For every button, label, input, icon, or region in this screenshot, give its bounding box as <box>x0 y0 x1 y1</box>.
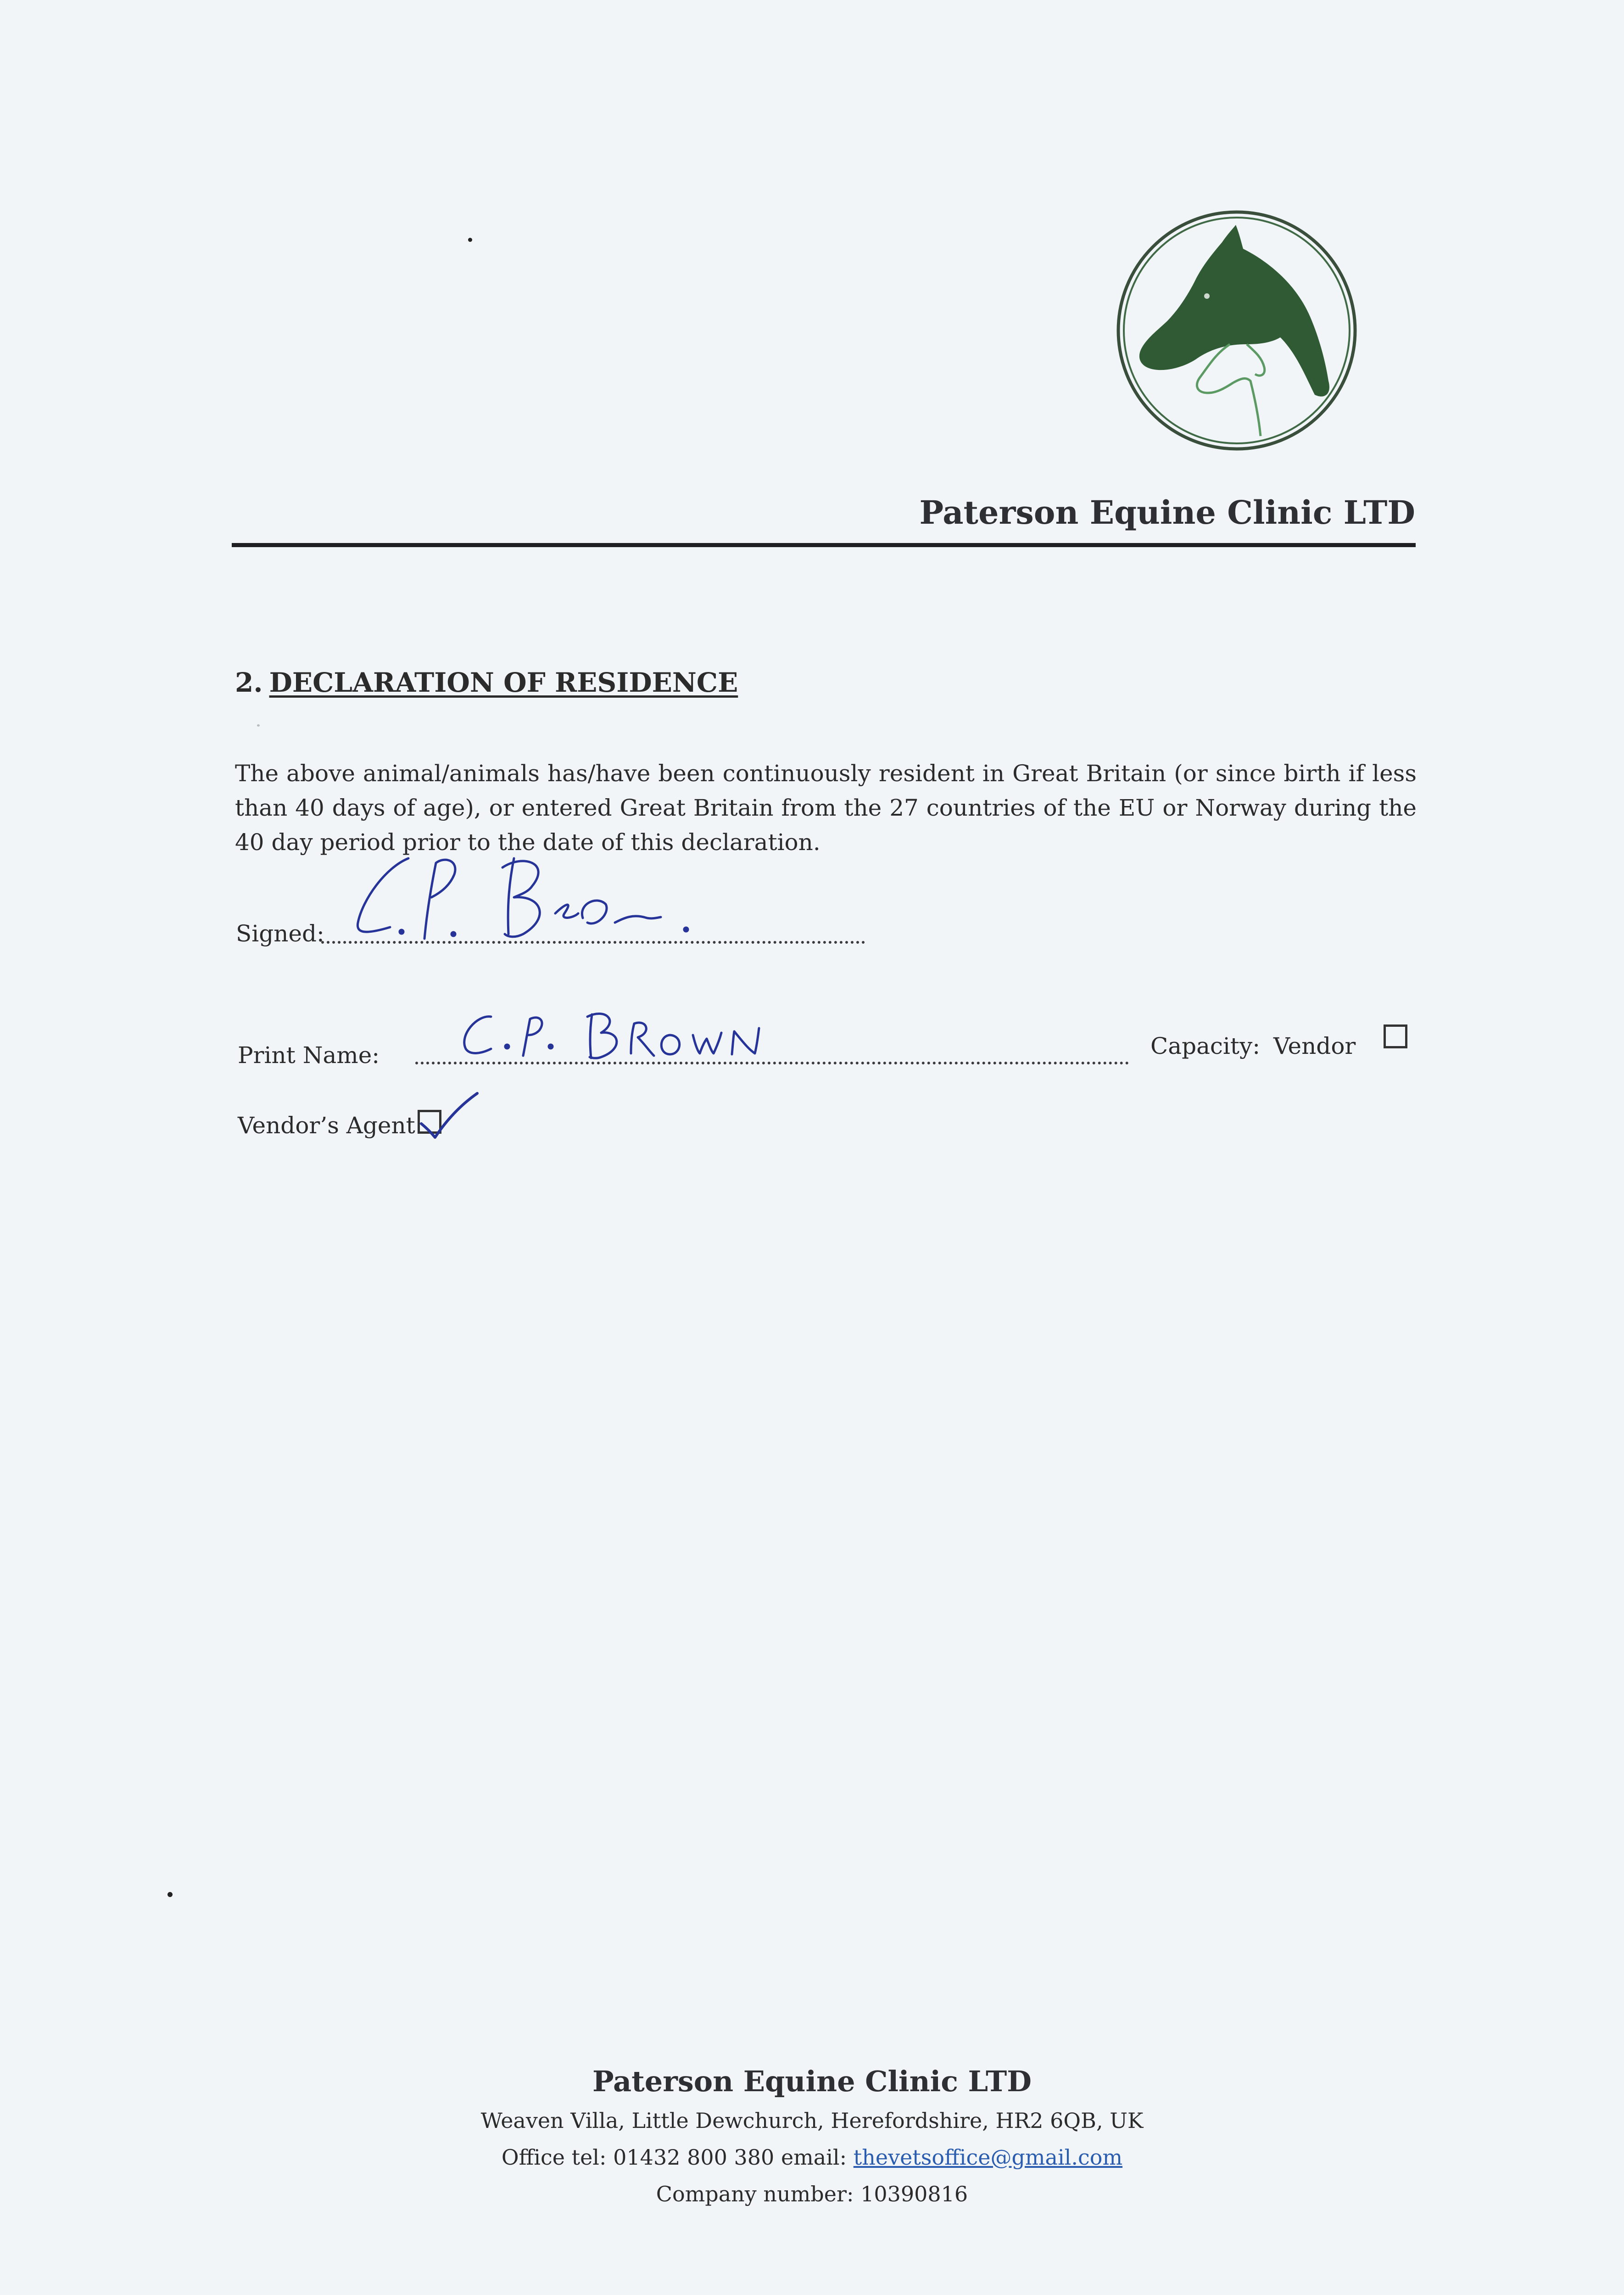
section-heading <box>235 667 738 698</box>
footer-company-number: Company number: 10390816 <box>656 2182 968 2206</box>
scan-speck <box>167 1892 173 1897</box>
section-title: DECLARATION OF RESIDENCE <box>269 667 738 698</box>
signed-label: Signed: <box>236 920 324 947</box>
footer-company-name: Paterson Equine Clinic LTD <box>592 2065 1032 2098</box>
handwritten-print-name[interactable] <box>454 1003 776 1067</box>
footer <box>0 2061 1624 2212</box>
footer-address: Weaven Villa, Little Dewchurch, Herefordshire, HR2 6QB, UK <box>480 2108 1144 2133</box>
footer-office-tel: Office tel: 01432 800 380 email: <box>501 2145 854 2170</box>
declaration-text: The above animal/animals has/have been continuously resident in Great Britain (or since birth if less than 40 days of age), or entered Great Britain from the 27 countries of the EU or Norway during the 40 day period prior to the date of this declaration. <box>235 760 1417 856</box>
footer-contact <box>0 2139 1624 2176</box>
print-name-label: Print Name: <box>238 1042 380 1069</box>
horse-head-logo-icon <box>1113 207 1361 454</box>
vendor-checkbox[interactable] <box>1384 1024 1407 1048</box>
scan-speck <box>257 724 260 727</box>
section-number: 2. <box>235 667 263 698</box>
handwritten-signature[interactable] <box>349 849 734 946</box>
scan-speck <box>468 238 472 242</box>
vendor-option-label: Vendor <box>1273 1033 1356 1059</box>
capacity-label: Capacity: <box>1150 1033 1261 1059</box>
vendors-agent-label: Vendor’s Agent <box>238 1112 415 1139</box>
header-divider <box>232 543 1416 547</box>
checkmark-icon <box>413 1088 482 1143</box>
company-title: Paterson Equine Clinic LTD <box>919 493 1415 532</box>
footer-email-link[interactable]: thevetsoffice@gmail.com <box>853 2145 1123 2170</box>
